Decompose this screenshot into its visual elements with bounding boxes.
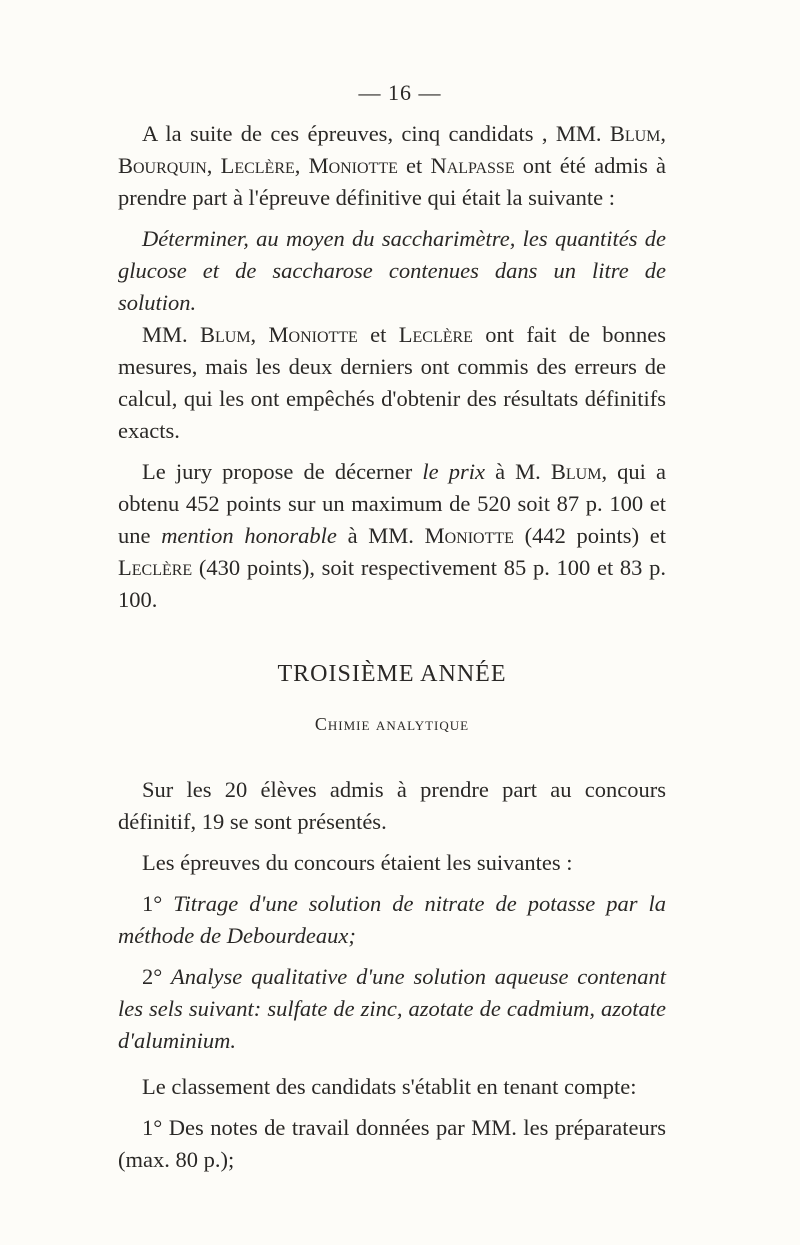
- name-moniotte: Moniotte: [424, 523, 514, 548]
- name-moniotte: Moniotte: [268, 322, 358, 347]
- name-leclere: Leclère: [398, 322, 473, 347]
- text-run: ont été admis à prendre part à l'épreuve définitive qui était la suivante :: [118, 153, 666, 210]
- paragraph-ranking: Le classement des candidats s'établit en tenant compte:: [142, 1074, 637, 1099]
- name-bourquin: Bourquin: [118, 153, 207, 178]
- text-body: [118, 118, 666, 1176]
- text-run: ,: [250, 322, 269, 347]
- text-run: et: [357, 322, 399, 347]
- name-leclere: Leclère: [118, 555, 193, 580]
- text-run: à MM.: [336, 523, 425, 548]
- text-run: ,: [294, 153, 309, 178]
- text-run: ont fait de bonnes mesures, mais les deux derniers ont commis des erreurs de calcul, qui les ont empêchés d'obtenir des résultats définitifs exacts.: [118, 322, 667, 443]
- section-heading: TROISIÈME ANNÉE: [277, 661, 507, 687]
- text-run: ,: [660, 121, 666, 146]
- name-leclere: Leclère: [220, 153, 295, 178]
- text-run: à M.: [484, 459, 551, 484]
- mention-term: mention honorable: [161, 523, 337, 548]
- paragraph-measurements: [118, 319, 666, 447]
- item-number: 1°: [142, 1115, 169, 1140]
- paragraph-admitted-candidates: [118, 118, 666, 214]
- item-number: 2°: [142, 964, 172, 989]
- item-text: Des notes de travail données par MM. les préparateurs (max. 80 p.);: [118, 1115, 667, 1172]
- item-text: Titrage d'une solution de nitrate de potasse par la méthode de Debourdeaux;: [118, 891, 666, 948]
- name-blum: Blum: [199, 322, 251, 347]
- page-number: — 16 —: [358, 80, 442, 105]
- text-run: MM.: [142, 322, 200, 347]
- text-run: Le jury propose de décerner: [142, 459, 423, 484]
- name-blum: Blum: [609, 121, 661, 146]
- text-run: (442 points) et: [513, 523, 666, 548]
- paragraph-tests-intro: Les épreuves du concours étaient les suivantes :: [142, 850, 573, 875]
- exam-question: Déterminer, au moyen du saccharimètre, les quantités de glucose et de saccharose contenues dans un litre de solution.: [118, 226, 666, 315]
- name-nalpasse: Nalpasse: [430, 153, 515, 178]
- item-number: 1°: [142, 891, 174, 916]
- text-run: ,: [206, 153, 221, 178]
- text-run: et: [397, 153, 431, 178]
- paragraph-students-count: Sur les 20 élèves admis à prendre part au concours définitif, 19 se sont présentés.: [118, 777, 666, 834]
- name-blum: Blum: [550, 459, 602, 484]
- prize-term: le prix: [422, 459, 485, 484]
- paragraph-jury-prize: [118, 456, 666, 616]
- subsection-heading: Chimie analytique: [314, 714, 470, 734]
- text-run: (430 points), soit respectivement 85 p. 100 et 83 p. 100.: [118, 555, 666, 612]
- text-run: , qui a obtenu 452 points sur un maximum de 520 soit 87 p. 100 et une: [118, 459, 667, 548]
- item-text: Analyse qualitative d'une solution aqueuse contenant les sels suivant: sulfate de zinc, azotate de cadmium, azotate d'aluminium.: [118, 964, 666, 1053]
- list-item-work-notes: [118, 1112, 666, 1176]
- name-moniotte: Moniotte: [308, 153, 398, 178]
- list-item-analysis: [118, 961, 666, 1057]
- list-item-titration: [118, 888, 666, 952]
- text-run: A la suite de ces épreuves, cinq candidats , MM.: [142, 121, 610, 146]
